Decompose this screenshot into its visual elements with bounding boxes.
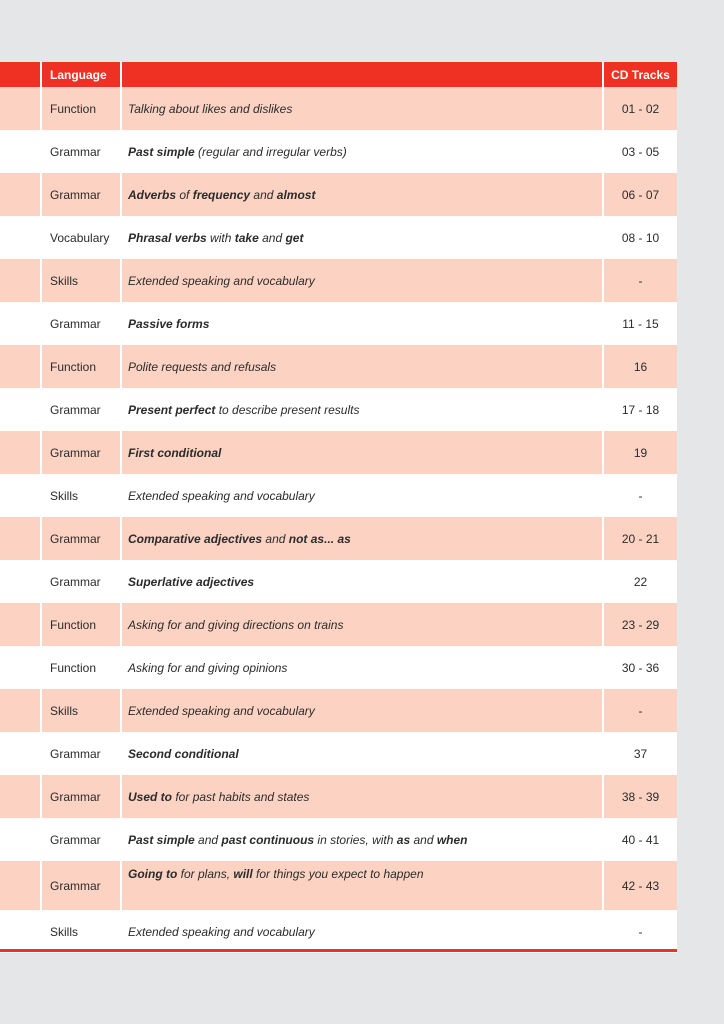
row-marker-cell: [0, 861, 41, 910]
row-description: [121, 603, 603, 646]
description-text: and: [250, 187, 277, 202]
row-marker-cell: [0, 431, 41, 474]
row-description: [121, 130, 603, 173]
row-marker-cell: [0, 173, 41, 216]
table-row: [0, 646, 677, 689]
row-category: Grammar: [41, 388, 121, 431]
row-description: [121, 87, 603, 130]
header-language: Language: [41, 62, 121, 87]
row-cd-tracks: 37: [603, 732, 677, 775]
row-marker-cell: [0, 775, 41, 818]
table-row: [0, 517, 677, 560]
row-description: [121, 431, 603, 474]
row-cd-tracks: 17 - 18: [603, 388, 677, 431]
row-category: Grammar: [41, 173, 121, 216]
header-cd-tracks: CD Tracks: [603, 62, 677, 87]
description-emphasis: Present perfect: [128, 402, 216, 417]
row-description: [121, 689, 603, 732]
row-marker-cell: [0, 130, 41, 173]
row-cd-tracks: 30 - 36: [603, 646, 677, 689]
row-category: Function: [41, 87, 121, 130]
row-cd-tracks: 06 - 07: [603, 173, 677, 216]
description-emphasis: Second conditional: [128, 746, 239, 761]
row-category: Grammar: [41, 517, 121, 560]
table-body: [0, 87, 677, 953]
row-cd-tracks: -: [603, 474, 677, 517]
table-row: [0, 216, 677, 259]
row-category: Grammar: [41, 775, 121, 818]
description-emphasis: will: [233, 867, 253, 881]
row-marker-cell: [0, 560, 41, 603]
table-row: [0, 603, 677, 646]
row-description: [121, 910, 603, 953]
description-emphasis: past continuous: [221, 832, 315, 847]
row-description: [121, 646, 603, 689]
row-description: [121, 732, 603, 775]
description-text: in stories, with: [314, 832, 397, 847]
syllabus-table: [0, 62, 677, 953]
row-category: Grammar: [41, 431, 121, 474]
row-category: Grammar: [41, 560, 121, 603]
table-row: [0, 689, 677, 732]
row-marker-cell: [0, 732, 41, 775]
row-cd-tracks: 20 - 21: [603, 517, 677, 560]
description-emphasis: take: [234, 230, 259, 245]
table-row: [0, 732, 677, 775]
description-emphasis: Superlative adjectives: [128, 574, 255, 589]
description-text: Asking for and giving opinions: [128, 660, 288, 675]
description-text: and: [258, 230, 286, 245]
row-category: Vocabulary: [41, 216, 121, 259]
row-marker-cell: [0, 689, 41, 732]
table-row: [0, 87, 677, 130]
row-description: [121, 216, 603, 259]
description-text: to describe present results: [215, 402, 360, 417]
description-text: of: [176, 187, 193, 202]
row-marker-cell: [0, 259, 41, 302]
table-row: [0, 173, 677, 216]
row-category: Function: [41, 345, 121, 388]
description-emphasis: when: [436, 832, 468, 847]
row-marker-cell: [0, 517, 41, 560]
table-row: [0, 818, 677, 861]
description-text: Extended speaking and vocabulary: [128, 703, 315, 718]
description-emphasis: as: [396, 832, 411, 847]
table-row: [0, 130, 677, 173]
row-category: Grammar: [41, 130, 121, 173]
description-text: Extended speaking and vocabulary: [128, 273, 315, 288]
description-text: for past habits and states: [172, 789, 310, 804]
description-emphasis: Comparative adjectives: [128, 531, 263, 546]
row-marker-cell: [0, 216, 41, 259]
row-marker-cell: [0, 910, 41, 953]
description-emphasis: Phrasal verbs: [128, 230, 207, 245]
row-description: [121, 388, 603, 431]
table-row: [0, 431, 677, 474]
description-emphasis: Going to: [128, 867, 178, 881]
description-text: for things you expect to happen: [252, 867, 424, 881]
row-cd-tracks: 23 - 29: [603, 603, 677, 646]
description-emphasis: almost: [276, 187, 316, 202]
row-marker-cell: [0, 474, 41, 517]
row-marker-cell: [0, 345, 41, 388]
table-row: [0, 345, 677, 388]
description-emphasis: First conditional: [128, 445, 222, 460]
row-description: [121, 775, 603, 818]
row-cd-tracks: 03 - 05: [603, 130, 677, 173]
description-text: and: [410, 832, 437, 847]
row-cd-tracks: 38 - 39: [603, 775, 677, 818]
row-description: [121, 345, 603, 388]
row-cd-tracks: -: [603, 910, 677, 953]
description-emphasis: Past simple: [128, 832, 195, 847]
table-row: [0, 775, 677, 818]
row-cd-tracks: 19: [603, 431, 677, 474]
table-row: [0, 474, 677, 517]
description-emphasis: get: [285, 230, 304, 245]
row-description: [121, 173, 603, 216]
row-description: [121, 474, 603, 517]
description-text: Talking about likes and dislikes: [128, 101, 293, 116]
row-category: Skills: [41, 474, 121, 517]
row-category: Grammar: [41, 302, 121, 345]
row-marker-cell: [0, 388, 41, 431]
row-category: Skills: [41, 259, 121, 302]
description-text: (regular and irregular verbs): [194, 144, 347, 159]
row-marker-cell: [0, 646, 41, 689]
description-emphasis: Adverbs: [128, 187, 177, 202]
bottom-rule: [0, 949, 677, 952]
row-description: [121, 560, 603, 603]
description-text: and: [194, 832, 222, 847]
table-row: [0, 560, 677, 603]
description-emphasis: not as... as: [288, 531, 351, 546]
row-cd-tracks: 01 - 02: [603, 87, 677, 130]
description-text: Extended speaking and vocabulary: [128, 924, 315, 939]
description-text: with: [206, 230, 235, 245]
description-text: Polite requests and refusals: [128, 359, 277, 374]
table-row: [0, 259, 677, 302]
table-row: [0, 910, 677, 953]
row-cd-tracks: 16: [603, 345, 677, 388]
syllabus-sheet: [0, 62, 677, 953]
row-description: [121, 517, 603, 560]
row-cd-tracks: -: [603, 689, 677, 732]
row-category: Grammar: [41, 861, 121, 910]
table-header-row: [0, 62, 677, 87]
description-text: for plans,: [177, 867, 234, 881]
row-marker-cell: [0, 302, 41, 345]
row-category: Skills: [41, 689, 121, 732]
description-text: and: [262, 531, 289, 546]
description-text: Asking for and giving directions on trains: [128, 617, 344, 632]
row-cd-tracks: 11 - 15: [603, 302, 677, 345]
row-description: [121, 818, 603, 861]
table-row: [0, 302, 677, 345]
row-description: [121, 861, 603, 910]
header-marker-cell: [0, 62, 41, 87]
description-emphasis: Passive forms: [128, 316, 210, 331]
description-emphasis: Used to: [128, 789, 173, 804]
description-text: Extended speaking and vocabulary: [128, 488, 315, 503]
row-category: Function: [41, 646, 121, 689]
row-marker-cell: [0, 603, 41, 646]
row-cd-tracks: -: [603, 259, 677, 302]
row-category: Skills: [41, 910, 121, 953]
row-marker-cell: [0, 818, 41, 861]
row-cd-tracks: 08 - 10: [603, 216, 677, 259]
table-row: [0, 388, 677, 431]
row-cd-tracks: 40 - 41: [603, 818, 677, 861]
row-category: Function: [41, 603, 121, 646]
description-emphasis: Past simple: [128, 144, 195, 159]
row-cd-tracks: 22: [603, 560, 677, 603]
row-category: Grammar: [41, 818, 121, 861]
row-marker-cell: [0, 87, 41, 130]
row-description: [121, 302, 603, 345]
row-cd-tracks: 42 - 43: [603, 861, 677, 910]
header-description: [121, 62, 603, 87]
table-row: [0, 861, 677, 910]
row-category: Grammar: [41, 732, 121, 775]
description-emphasis: frequency: [192, 187, 251, 202]
row-description: [121, 259, 603, 302]
